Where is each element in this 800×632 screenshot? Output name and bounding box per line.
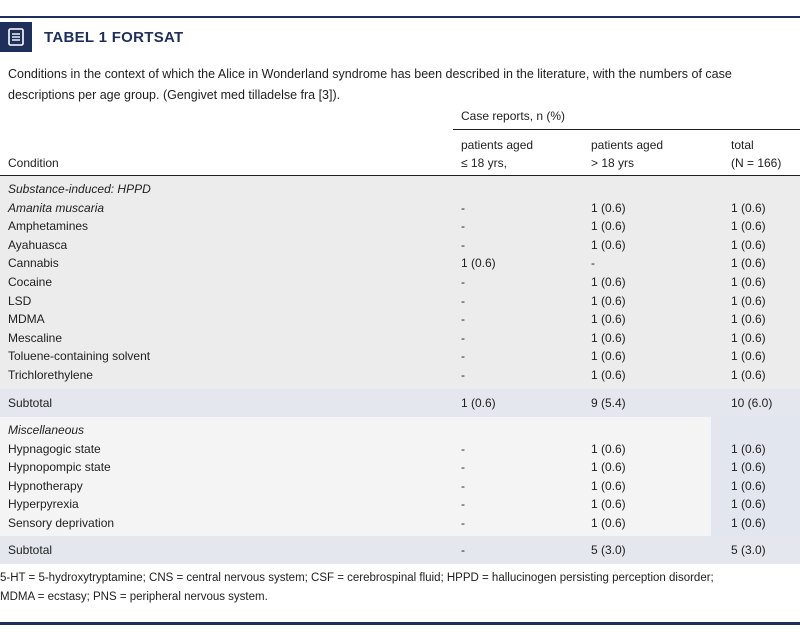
row-c1: -	[461, 274, 465, 289]
row-c3: 1 (0.6)	[731, 256, 766, 271]
table-title: TABEL 1 FORTSAT	[44, 28, 184, 46]
row-c1: -	[461, 312, 465, 327]
row-c3: 1 (0.6)	[731, 497, 766, 512]
section-title-row	[0, 421, 800, 440]
footnote-line2: MDMA = ecstasy; PNS = peripheral nervous system.	[0, 591, 268, 603]
table-row	[0, 477, 800, 496]
table-row	[0, 495, 800, 514]
document-icon	[0, 22, 32, 52]
table-row	[0, 254, 800, 273]
row-condition: Hypnagogic state	[8, 441, 101, 456]
row-c2: 1 (0.6)	[591, 367, 626, 382]
row-condition: LSD	[8, 293, 32, 308]
row-c2: 1 (0.6)	[591, 330, 626, 345]
col3-line2: (N = 166)	[731, 156, 782, 170]
row-c3: 1 (0.6)	[731, 349, 766, 364]
row-c2: 1 (0.6)	[591, 200, 626, 215]
table-header	[0, 22, 184, 52]
table-row	[0, 217, 800, 236]
subtotal-c2: 5 (3.0)	[591, 543, 626, 557]
col1-line2: ≤ 18 yrs,	[461, 156, 507, 170]
subtotal2-row	[0, 541, 800, 560]
row-condition: Mescaline	[8, 330, 63, 345]
subtotal-label: Subtotal	[8, 543, 53, 557]
table-row	[0, 199, 800, 218]
row-c2: 1 (0.6)	[591, 293, 626, 308]
subtotal-c1: 1 (0.6)	[461, 396, 496, 410]
table-row	[0, 458, 800, 477]
table-row	[0, 366, 800, 385]
row-c1: -	[461, 515, 465, 530]
row-c1: -	[461, 478, 465, 493]
row-c3: 1 (0.6)	[731, 200, 766, 215]
row-c1: -	[461, 460, 465, 475]
row-c3: 1 (0.6)	[731, 219, 766, 234]
group-header-row	[0, 104, 800, 128]
table-row	[0, 347, 800, 366]
row-c3: 1 (0.6)	[731, 441, 766, 456]
table-row	[0, 514, 800, 533]
col2-line2: > 18 yrs	[591, 156, 635, 170]
footnote-line1: 5-HT = 5-hydroxytryptamine; CNS = central nervous system; CSF = cerebrospinal fluid; HPPD = hallucinogen persisting perception disorder;	[0, 572, 714, 584]
table-footnote	[0, 569, 800, 607]
row-c2: 1 (0.6)	[591, 312, 626, 327]
row-c3: 1 (0.6)	[731, 330, 766, 345]
row-condition: MDMA	[8, 312, 45, 327]
row-c1: -	[461, 441, 465, 456]
row-c1: -	[461, 330, 465, 345]
row-c1: -	[461, 497, 465, 512]
row-c1: -	[461, 349, 465, 364]
row-c3: 1 (0.6)	[731, 515, 766, 530]
row-c2: 1 (0.6)	[591, 219, 626, 234]
bottom-rule	[0, 622, 800, 625]
subtotal-c3: 5 (3.0)	[731, 543, 766, 557]
row-condition: Hypnopompic state	[8, 460, 111, 475]
col3-line1: total	[731, 138, 754, 152]
col1-line1: patients aged	[461, 138, 534, 152]
section-title: Miscellaneous	[8, 423, 85, 437]
row-c3: 1 (0.6)	[731, 460, 766, 475]
row-c2: 1 (0.6)	[591, 478, 626, 493]
subtotal-label: Subtotal	[8, 396, 53, 410]
row-condition: Amphetamines	[8, 219, 89, 234]
section-title: Substance-induced: HPPD	[8, 182, 151, 196]
row-condition: Toluene-containing solvent	[8, 349, 151, 364]
row-c1: -	[461, 219, 465, 234]
row-c2: 1 (0.6)	[591, 515, 626, 530]
table-row	[0, 236, 800, 255]
column-header-row	[0, 132, 800, 178]
data-table	[0, 104, 800, 178]
row-c1: -	[461, 200, 465, 215]
top-rule	[0, 16, 800, 18]
table-caption: Conditions in the context of which the Alice in Wonderland syndrome has been described in the literature, with the numbers of case descriptions per age group. (Gengivet med tilladelse fra [3]).	[8, 67, 732, 102]
row-condition: Sensory deprivation	[8, 515, 115, 530]
row-c3: 1 (0.6)	[731, 293, 766, 308]
table-row	[0, 440, 800, 459]
row-condition: Ayahuasca	[8, 237, 68, 252]
row-c2: 1 (0.6)	[591, 460, 626, 475]
table-row	[0, 329, 800, 348]
row-c3: 1 (0.6)	[731, 274, 766, 289]
table-row	[0, 273, 800, 292]
row-c2: 1 (0.6)	[591, 349, 626, 364]
row-condition: Hyperpyrexia	[8, 497, 79, 512]
subtotal1-row	[0, 394, 800, 413]
row-c2: 1 (0.6)	[591, 274, 626, 289]
table-row	[0, 292, 800, 311]
row-c3: 1 (0.6)	[731, 367, 766, 382]
row-condition: Hypnotherapy	[8, 478, 83, 493]
section-title-row	[0, 180, 800, 199]
row-c3: 1 (0.6)	[731, 478, 766, 493]
subtotal-c3: 10 (6.0)	[731, 396, 773, 410]
col2-line1: patients aged	[591, 138, 664, 152]
row-condition: Cocaine	[8, 274, 53, 289]
section1	[0, 180, 800, 385]
row-c1: 1 (0.6)	[461, 256, 496, 271]
row-c2: 1 (0.6)	[591, 237, 626, 252]
row-c3: 1 (0.6)	[731, 237, 766, 252]
row-condition: Amanita muscaria	[8, 200, 105, 215]
row-condition: Cannabis	[8, 256, 59, 271]
table-row	[0, 310, 800, 329]
subtotal-c2: 9 (5.4)	[591, 396, 626, 410]
subtotal-c1: -	[461, 543, 465, 557]
row-c1: -	[461, 367, 465, 382]
row-c1: -	[461, 293, 465, 308]
section2	[0, 421, 800, 533]
group-header: Case reports, n (%)	[461, 109, 566, 123]
row-c3: 1 (0.6)	[731, 312, 766, 327]
row-c2: -	[591, 256, 595, 271]
row-condition: Trichlorethylene	[8, 367, 93, 382]
row-c2: 1 (0.6)	[591, 441, 626, 456]
row-c1: -	[461, 237, 465, 252]
row-c2: 1 (0.6)	[591, 497, 626, 512]
col-condition: Condition	[8, 156, 59, 170]
